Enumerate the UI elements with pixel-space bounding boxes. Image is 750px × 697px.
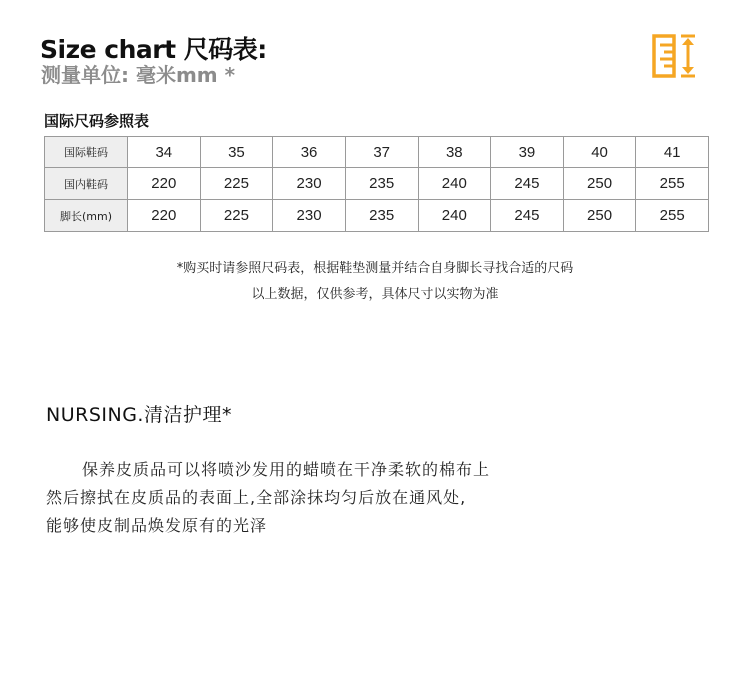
care-line: 能够使皮制品焕发原有的光泽 [46,516,268,535]
table-row [45,137,709,168]
table-cell: 38 [418,137,491,168]
table-cell: 250 [563,200,636,232]
table-cell: 35 [200,137,273,168]
table-cell: 36 [273,137,346,168]
care-line: 然后擦拭在皮质品的表面上,全部涂抹均匀后放在通风处, [46,488,467,507]
care-paragraph [46,456,490,540]
table-cell: 230 [273,200,346,232]
table-cell: 220 [128,168,201,200]
table-cell: 41 [636,137,709,168]
table-cell: 255 [636,200,709,232]
table-cell: 225 [200,200,273,232]
row-header: 脚长(mm) [45,200,128,232]
size-note-line-1: *购买时请参照尺码表，根据鞋垫测量并结合自身脚长寻找合适的尺码 [176,261,574,276]
size-table [44,136,709,232]
table-row [45,200,709,232]
table-cell: 255 [636,168,709,200]
table-cell: 220 [128,200,201,232]
ruler-measure-icon [650,33,700,79]
table-cell: 250 [563,168,636,200]
page-title: Size chart 尺码表: [40,35,267,64]
care-heading: NURSING.清洁护理* [46,404,232,426]
table-cell: 230 [273,168,346,200]
row-header: 国内鞋码 [45,168,128,200]
table-cell: 240 [418,200,491,232]
table-cell: 225 [200,168,273,200]
table-cell: 240 [418,168,491,200]
table-row [45,168,709,200]
table-cell: 34 [128,137,201,168]
row-header: 国际鞋码 [45,137,128,168]
size-table-title: 国际尺码参照表 [44,112,150,130]
table-cell: 245 [491,168,564,200]
size-note-line-2: 以上数据，仅供参考，具体尺寸以实物为准 [251,287,499,302]
table-cell: 40 [563,137,636,168]
care-line: 保养皮质品可以将喷沙发用的蜡喷在干净柔软的棉布上 [82,460,491,479]
table-cell: 245 [491,200,564,232]
table-cell: 235 [345,200,418,232]
table-cell: 39 [491,137,564,168]
table-cell: 37 [345,137,418,168]
measure-unit: 测量单位: 毫米mm * [41,63,236,87]
table-cell: 235 [345,168,418,200]
